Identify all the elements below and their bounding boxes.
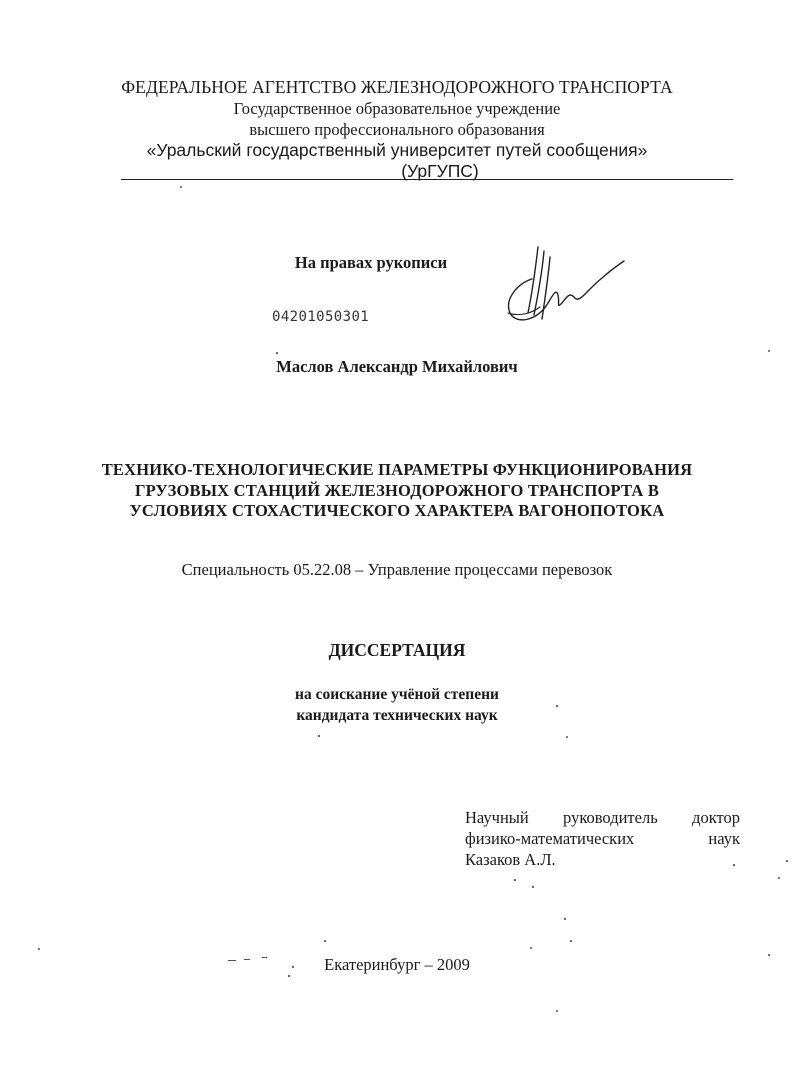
title-line: ТЕХНИКО-ТЕХНОЛОГИЧЕСКИЕ ПАРАМЕТРЫ ФУНКЦИОНИРОВАНИЯ [101,460,693,479]
document-type: ДИССЕРТАЦИЯ [328,640,466,660]
specialty: Специальность 05.22.08 – Управление процессами перевозок [181,560,613,579]
education-level: высшего профессионального образования [249,120,545,139]
manuscript-rights: На правах рукописи [294,253,448,272]
title-line: УСЛОВИЯХ СТОХАСТИЧЕСКОГО ХАРАКТЕРА ВАГОНОПОТОКА [129,501,665,520]
signature [498,243,628,327]
agency-name: ФЕДЕРАЛЬНОЕ АГЕНТСТВО ЖЕЛЕЗНОДОРОЖНОГО ТРАНСПОРТА [121,77,673,97]
supervisor-block [465,807,740,870]
degree-line: на соискание учёной степени [295,686,499,703]
header-divider [121,179,733,180]
supervisor-word: Научный [465,808,529,827]
supervisor-line-1 [465,807,740,828]
supervisor-word: физико-математических [465,829,635,848]
degree-line: кандидата технических наук [296,706,498,724]
author-name: Маслов Александр Михайлович [276,357,518,376]
city-year: Екатеринбург – 2009 [324,955,470,974]
title-line: ГРУЗОВЫХ СТАНЦИЙ ЖЕЛЕЗНОДОРОЖНОГО ТРАНСПОРТА В [134,480,660,500]
registration-code: 04201050301 [272,309,370,325]
supervisor-name: Казаков А.Л. [465,850,556,869]
supervisor-word: наук [708,829,740,848]
dissertation-title [0,460,794,522]
institution-type: Государственное образовательное учреждение [233,99,561,118]
supervisor-word: руководитель [563,808,658,827]
supervisor-line-2 [465,828,740,849]
supervisor-word: доктор [692,808,740,827]
degree-statement [0,685,794,726]
university-name: «Уральский государственный университет путей сообщения» [146,140,648,160]
university-abbreviation: (УрГУПС) [401,161,479,181]
